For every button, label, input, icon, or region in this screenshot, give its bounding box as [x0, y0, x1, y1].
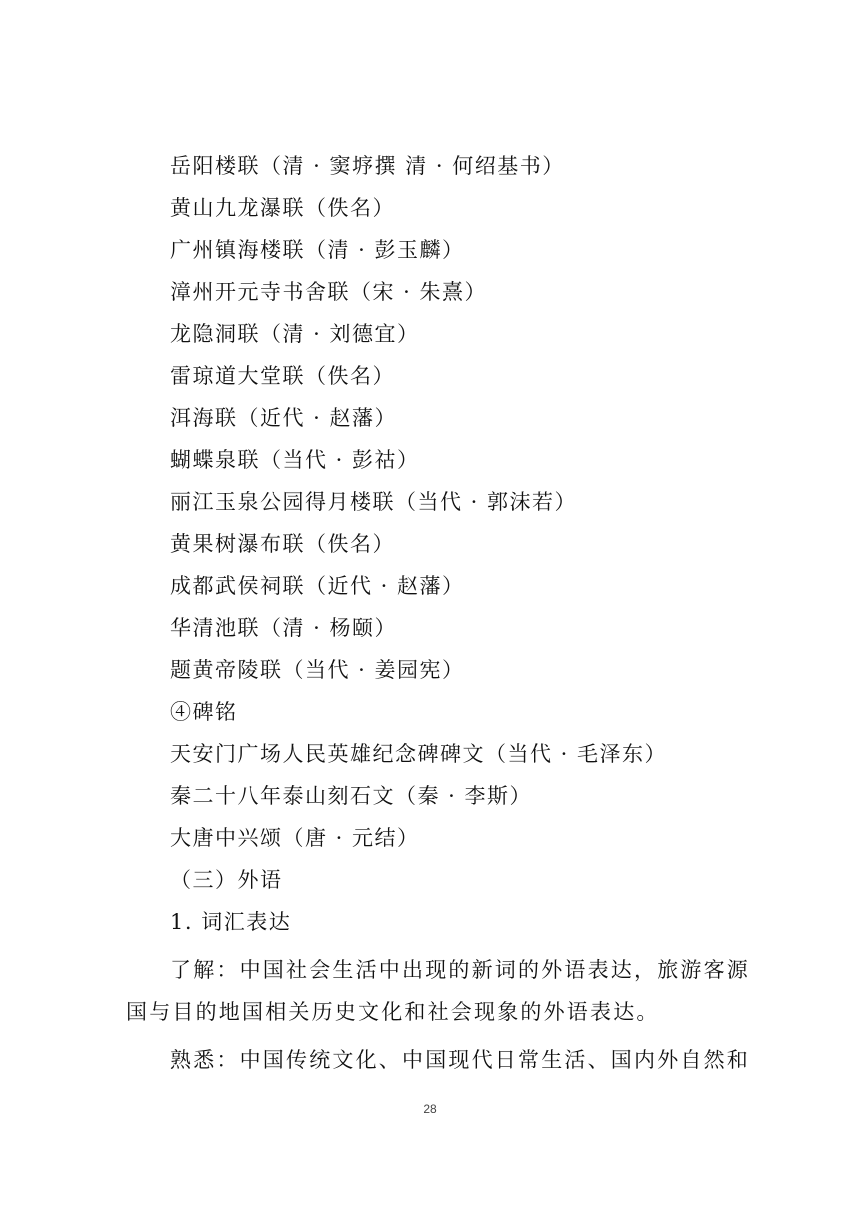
section-heading-foreign-language: （三）外语: [170, 868, 283, 892]
section-heading-beiming: ④碑铭: [170, 700, 238, 724]
inscription-line-datang: 大唐中兴颂（唐 · 元结）: [170, 826, 420, 850]
couplet-line-hudiequan: 蝴蝶泉联（当代 · 彭祜）: [170, 448, 420, 472]
couplet-line-guangzhou: 广州镇海楼联（清 · 彭玉麟）: [170, 238, 465, 262]
couplet-line-huaqingchi: 华清池联（清 · 杨颐）: [170, 616, 398, 640]
couplet-line-zhangzhou: 漳州开元寺书舍联（宋 · 朱熹）: [170, 280, 488, 304]
couplet-line-huangdiling: 题黄帝陵联（当代 · 姜园宪）: [170, 658, 465, 682]
couplet-line-huangguoshu: 黄果树瀑布联（佚名）: [170, 532, 395, 556]
couplet-line-lijiang: 丽江玉泉公园得月楼联（当代 · 郭沫若）: [170, 490, 578, 514]
couplet-line-leiqiongdao: 雷琼道大堂联（佚名）: [170, 364, 395, 388]
paragraph-understand-line-2: 国与目的地国相关历史文化和社会现象的外语表达。: [126, 1000, 660, 1024]
couplet-line-erhai: 洱海联（近代 · 赵藩）: [170, 406, 398, 430]
inscription-line-taishan: 秦二十八年泰山刻石文（秦 · 李斯）: [170, 784, 533, 808]
inscription-line-monument: 天安门广场人民英雄纪念碑碑文（当代 · 毛泽东）: [170, 742, 668, 766]
couplet-line-huangshan: 黄山九龙瀑联（佚名）: [170, 196, 395, 220]
couplet-line-wuhouci: 成都武侯祠联（近代 · 赵藩）: [170, 574, 465, 598]
couplet-line-longyindong: 龙隐洞联（清 · 刘德宜）: [170, 322, 420, 346]
paragraph-understand-line-1: 了解：中国社会生活中出现的新词的外语表达，旅游客源: [170, 958, 750, 982]
page-number: 28: [423, 1102, 437, 1116]
couplet-line-yueyanglou: 岳阳楼联（清 · 窦垿撰 清 · 何绍基书）: [170, 154, 565, 178]
paragraph-familiar-line-1: 熟悉：中国传统文化、中国现代日常生活、国内外自然和: [170, 1048, 750, 1072]
subsection-heading-vocabulary: 1. 词汇表达: [170, 910, 292, 934]
text-body: [0, 145, 860, 1081]
